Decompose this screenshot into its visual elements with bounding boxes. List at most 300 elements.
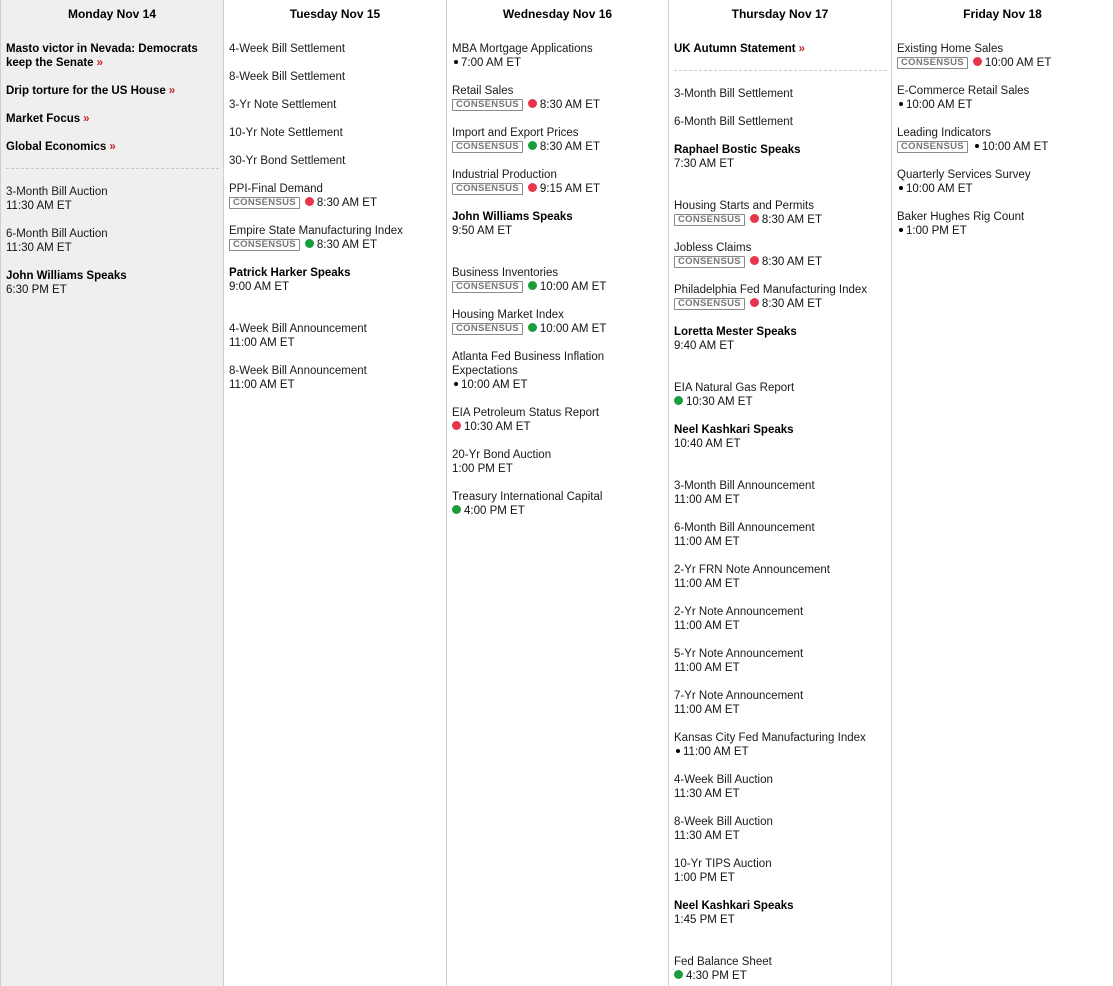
event-name-text: Existing Home Sales — [897, 43, 1004, 55]
event-time: 4:00 PM ET — [464, 505, 525, 517]
calendar-event[interactable] — [674, 143, 887, 171]
event-name-text: 10-Yr TIPS Auction — [674, 858, 772, 870]
calendar-event[interactable] — [229, 364, 442, 392]
event-name-text: Quarterly Services Survey — [897, 169, 1031, 181]
event-name — [674, 199, 887, 213]
event-meta — [452, 182, 664, 196]
event-meta — [897, 182, 1109, 196]
event-time: 11:00 AM ET — [674, 620, 740, 632]
event-time: 10:00 AM ET — [906, 183, 973, 195]
event-name-text: Fed Balance Sheet — [674, 956, 772, 968]
event-name — [674, 689, 887, 703]
day-column-monday — [0, 0, 224, 986]
event-name — [674, 479, 887, 493]
event-meta — [6, 283, 219, 297]
event-name — [452, 168, 664, 182]
section-divider — [6, 168, 219, 169]
day-header: Wednesday Nov 16 — [502, 7, 613, 21]
event-name-text: Market Focus — [6, 113, 81, 125]
black-dot-icon — [899, 228, 903, 232]
event-time: 11:00 AM ET — [229, 379, 295, 391]
calendar-event[interactable] — [674, 857, 887, 885]
consensus-badge[interactable]: CONSENSUS — [674, 214, 745, 226]
event-name-text: Business Inventories — [452, 267, 559, 279]
link-arrow-icon: » — [168, 85, 176, 97]
event-name — [452, 350, 664, 378]
consensus-badge[interactable]: CONSENSUS — [674, 298, 745, 310]
event-meta — [452, 280, 664, 294]
calendar-event[interactable] — [229, 322, 442, 350]
event-time: 9:00 AM ET — [229, 281, 290, 293]
event-time: 8:30 AM ET — [761, 214, 822, 226]
event-meta — [674, 913, 887, 927]
event-name-text: E-Commerce Retail Sales — [897, 85, 1030, 97]
calendar-event[interactable] — [452, 84, 664, 112]
calendar-event[interactable] — [897, 42, 1109, 70]
event-name-text: 6-Month Bill Settlement — [674, 116, 793, 128]
event-name-text: 5-Yr Note Announcement — [674, 648, 804, 660]
calendar-event[interactable] — [452, 490, 664, 518]
event-meta — [897, 224, 1109, 238]
green-dot-icon — [305, 239, 314, 248]
black-dot-icon — [676, 749, 680, 753]
calendar-event[interactable] — [452, 406, 664, 434]
event-name — [674, 325, 887, 339]
event-time: 11:00 AM ET — [674, 704, 740, 716]
consensus-badge[interactable]: CONSENSUS — [897, 141, 968, 153]
event-meta — [452, 504, 664, 518]
event-meta — [452, 224, 664, 238]
event-name — [6, 227, 219, 241]
event-name-text: Patrick Harker Speaks — [229, 267, 351, 279]
calendar-event[interactable] — [674, 731, 887, 759]
event-name — [229, 266, 442, 280]
event-meta — [674, 787, 887, 801]
event-time: 7:00 AM ET — [461, 57, 522, 69]
consensus-badge[interactable]: CONSENSUS — [452, 99, 523, 111]
event-name-text: 4-Week Bill Settlement — [229, 43, 346, 55]
calendar-event[interactable] — [452, 126, 664, 154]
event-meta — [229, 336, 442, 350]
event-name — [452, 84, 664, 98]
event-name-text: 2-Yr Note Announcement — [674, 606, 804, 618]
event-time: 9:40 AM ET — [674, 340, 735, 352]
event-name-text: Baker Hughes Rig Count — [897, 211, 1025, 223]
calendar-event[interactable] — [452, 42, 664, 70]
event-name-text: 30-Yr Bond Settlement — [229, 155, 346, 167]
calendar-event[interactable] — [674, 87, 887, 101]
event-meta — [897, 56, 1109, 70]
calendar-event[interactable] — [674, 563, 887, 591]
event-name-text: Philadelphia Fed Manufacturing Index — [674, 284, 868, 296]
event-meta — [6, 241, 219, 255]
red-dot-icon — [452, 421, 461, 430]
event-meta — [674, 339, 887, 353]
event-meta — [674, 213, 887, 227]
event-name[interactable] — [6, 140, 219, 154]
event-meta — [452, 140, 664, 154]
link-arrow-icon: » — [798, 43, 806, 55]
event-time: 8:30 AM ET — [761, 298, 822, 310]
event-name — [229, 70, 442, 84]
calendar-event[interactable] — [229, 266, 442, 294]
event-name — [674, 857, 887, 871]
calendar-event[interactable] — [897, 126, 1109, 154]
green-dot-icon — [528, 281, 537, 290]
event-name-text: Industrial Production — [452, 169, 557, 181]
event-meta — [674, 577, 887, 591]
day-header: Friday Nov 18 — [963, 7, 1042, 21]
calendar-event[interactable] — [674, 479, 887, 507]
event-name — [229, 322, 442, 336]
event-name — [229, 154, 442, 168]
event-name-text: Leading Indicators — [897, 127, 991, 139]
event-name — [674, 605, 887, 619]
event-meta — [674, 969, 887, 983]
event-name — [674, 731, 887, 745]
calendar-event[interactable] — [452, 210, 664, 238]
event-name — [229, 98, 442, 112]
event-name — [674, 773, 887, 787]
calendar-event[interactable] — [229, 154, 442, 168]
event-time: 11:00 AM ET — [229, 337, 295, 349]
event-name — [674, 563, 887, 577]
event-name-text: 8-Week Bill Auction — [674, 816, 773, 828]
calendar-event[interactable] — [229, 126, 442, 140]
event-time: 8:30 AM ET — [761, 256, 822, 268]
event-time: 7:30 AM ET — [674, 158, 735, 170]
event-name — [452, 266, 664, 280]
calendar-event[interactable] — [452, 168, 664, 196]
event-name-text: Housing Market Index — [452, 309, 564, 321]
event-name — [229, 126, 442, 140]
event-name — [452, 490, 664, 504]
link-arrow-icon: » — [83, 113, 90, 125]
event-time: 10:30 AM ET — [686, 396, 753, 408]
event-name — [452, 448, 664, 462]
event-name-text: 3-Yr Note Settlement — [229, 99, 337, 111]
green-dot-icon — [528, 323, 537, 332]
red-dot-icon — [750, 256, 759, 265]
event-name-text: 4-Week Bill Auction — [674, 774, 773, 786]
event-name-text: Retail Sales — [452, 85, 514, 97]
event-name-text: Kansas City Fed Manufacturing Index — [674, 732, 866, 744]
event-time: 11:00 AM ET — [674, 662, 740, 674]
consensus-badge[interactable]: CONSENSUS — [674, 256, 745, 268]
event-name[interactable] — [6, 112, 219, 126]
day-header: Monday Nov 14 — [67, 7, 157, 21]
calendar-event[interactable] — [674, 689, 887, 717]
green-dot-icon — [528, 141, 537, 150]
event-name-text: UK Autumn Statement — [674, 43, 796, 55]
event-name-text: John Williams Speaks — [6, 270, 127, 282]
calendar-event[interactable] — [674, 899, 887, 927]
event-time: 11:30 AM ET — [674, 830, 740, 842]
event-name-text: 6-Month Bill Auction — [6, 228, 108, 240]
calendar-event[interactable] — [229, 224, 442, 252]
event-time: 11:00 AM ET — [674, 578, 740, 590]
news-link[interactable] — [6, 84, 219, 98]
red-dot-icon — [528, 183, 537, 192]
event-name — [6, 269, 219, 283]
event-name — [452, 126, 664, 140]
consensus-badge[interactable]: CONSENSUS — [229, 239, 300, 251]
link-arrow-icon: » — [96, 57, 103, 69]
event-time: 10:00 AM ET — [981, 141, 1049, 153]
calendar-event[interactable] — [452, 308, 664, 336]
event-time: 8:30 AM ET — [316, 239, 377, 251]
red-dot-icon — [750, 298, 759, 307]
event-name — [674, 955, 887, 969]
event-name[interactable] — [6, 42, 219, 70]
event-meta — [897, 140, 1109, 154]
calendar-event[interactable] — [674, 647, 887, 675]
event-name-text: MBA Mortgage Applications — [452, 43, 593, 55]
event-name — [452, 406, 664, 420]
event-name — [674, 899, 887, 913]
red-dot-icon — [528, 99, 537, 108]
event-name — [674, 647, 887, 661]
event-name-text: Jobless Claims — [674, 242, 752, 254]
calendar-event[interactable] — [674, 115, 887, 129]
event-time: 11:30 AM ET — [6, 242, 72, 254]
consensus-badge[interactable]: CONSENSUS — [452, 141, 523, 153]
event-meta — [674, 493, 887, 507]
event-name — [897, 210, 1109, 224]
red-dot-icon — [750, 214, 759, 223]
black-dot-icon — [899, 102, 903, 106]
calendar-event[interactable] — [897, 84, 1109, 112]
event-name — [897, 42, 1109, 56]
calendar-event[interactable] — [674, 241, 887, 269]
event-time: 10:00 AM ET — [984, 57, 1052, 69]
event-meta — [674, 661, 887, 675]
calendar-event[interactable] — [897, 210, 1109, 238]
calendar-event[interactable] — [229, 182, 442, 210]
consensus-badge[interactable]: CONSENSUS — [897, 57, 968, 69]
link-arrow-icon: » — [109, 141, 116, 153]
calendar-event[interactable] — [452, 448, 664, 476]
event-time: 1:00 PM ET — [674, 872, 735, 884]
event-time: 10:30 AM ET — [464, 421, 531, 433]
calendar-event[interactable] — [229, 98, 442, 112]
event-name-text: Housing Starts and Permits — [674, 200, 814, 212]
calendar-event[interactable] — [229, 70, 442, 84]
calendar-event[interactable] — [674, 381, 887, 409]
event-name — [674, 241, 887, 255]
event-meta — [674, 703, 887, 717]
event-name — [452, 210, 664, 224]
event-time: 10:00 AM ET — [539, 281, 607, 293]
event-time: 9:50 AM ET — [452, 225, 513, 237]
event-name — [897, 126, 1109, 140]
consensus-badge[interactable]: CONSENSUS — [229, 197, 300, 209]
calendar-event[interactable] — [674, 199, 887, 227]
event-name-text: Drip torture for the US House — [6, 85, 166, 97]
red-dot-icon — [305, 197, 314, 206]
event-name-text: 2-Yr FRN Note Announcement — [674, 564, 830, 576]
event-meta — [6, 199, 219, 213]
event-meta — [674, 395, 887, 409]
day-column-friday — [892, 0, 1114, 986]
event-name — [229, 364, 442, 378]
event-name-text: EIA Petroleum Status Report — [452, 407, 600, 419]
event-meta — [452, 420, 664, 434]
calendar-event[interactable] — [6, 227, 219, 255]
event-name-text: 10-Yr Note Settlement — [229, 127, 343, 139]
event-time: 11:00 AM ET — [674, 536, 740, 548]
event-time: 10:40 AM ET — [674, 438, 741, 450]
event-name — [897, 168, 1109, 182]
event-meta — [674, 297, 887, 311]
event-name — [674, 115, 887, 129]
black-dot-icon — [454, 60, 458, 64]
event-time: 6:30 PM ET — [6, 284, 67, 296]
event-time: 11:30 AM ET — [674, 788, 740, 800]
event-time: 11:00 AM ET — [674, 494, 740, 506]
event-name-text: 8-Week Bill Settlement — [229, 71, 346, 83]
event-meta — [452, 56, 664, 70]
event-name — [674, 283, 887, 297]
event-time: 10:00 AM ET — [539, 323, 607, 335]
event-name-text: 20-Yr Bond Auction — [452, 449, 552, 461]
calendar-event[interactable] — [229, 42, 442, 56]
event-meta — [674, 157, 887, 171]
event-name[interactable] — [674, 42, 887, 56]
event-time: 10:00 AM ET — [906, 99, 973, 111]
event-name — [452, 308, 664, 322]
event-name-text: Empire State Manufacturing Index — [229, 225, 403, 237]
red-dot-icon — [973, 57, 982, 66]
event-time: 8:30 AM ET — [316, 197, 377, 209]
event-name — [229, 42, 442, 56]
event-name-text: Loretta Mester Speaks — [674, 326, 797, 338]
event-time: 8:30 AM ET — [539, 141, 600, 153]
day-header: Tuesday Nov 15 — [289, 7, 381, 21]
event-name-text: 3-Month Bill Announcement — [674, 480, 815, 492]
event-name-text: Treasury International Capital — [452, 491, 603, 503]
day-column-tuesday — [224, 0, 447, 986]
calendar-event[interactable] — [674, 325, 887, 353]
event-name — [674, 143, 887, 157]
news-link[interactable] — [6, 42, 219, 70]
calendar-event[interactable] — [674, 283, 887, 311]
calendar-event[interactable] — [674, 815, 887, 843]
event-name — [674, 521, 887, 535]
green-dot-icon — [674, 970, 683, 979]
event-name-text: Masto victor in Nevada: Democrats keep the Senate — [6, 43, 198, 69]
black-dot-icon — [899, 186, 903, 190]
calendar-event[interactable] — [674, 521, 887, 549]
calendar-event[interactable] — [674, 955, 887, 983]
event-time: 8:30 AM ET — [539, 99, 600, 111]
event-name — [674, 381, 887, 395]
calendar-event[interactable] — [674, 423, 887, 451]
event-name-text: John Williams Speaks — [452, 211, 573, 223]
event-time: 1:00 PM ET — [452, 463, 513, 475]
event-meta — [452, 322, 664, 336]
event-name-text: 3-Month Bill Settlement — [674, 88, 793, 100]
event-name-text: Raphael Bostic Speaks — [674, 144, 801, 156]
day-column-thursday — [669, 0, 892, 986]
calendar-event[interactable] — [6, 269, 219, 297]
calendar-event[interactable] — [6, 185, 219, 213]
event-meta — [674, 745, 887, 759]
event-time: 10:00 AM ET — [461, 379, 528, 391]
event-meta — [452, 98, 664, 112]
event-name-text: 6-Month Bill Announcement — [674, 522, 815, 534]
event-meta — [674, 829, 887, 843]
event-time: 11:30 AM ET — [6, 200, 72, 212]
consensus-badge[interactable]: CONSENSUS — [452, 183, 523, 195]
event-time: 9:15 AM ET — [539, 183, 600, 195]
event-time: 1:00 PM ET — [906, 225, 967, 237]
news-link[interactable] — [6, 112, 219, 126]
consensus-badge[interactable]: CONSENSUS — [452, 323, 523, 335]
calendar-event[interactable] — [452, 266, 664, 294]
event-name-text: 4-Week Bill Announcement — [229, 323, 367, 335]
day-column-wednesday — [447, 0, 669, 986]
event-name — [897, 84, 1109, 98]
event-name — [229, 182, 442, 196]
event-name-text: PPI-Final Demand — [229, 183, 323, 195]
event-time: 4:30 PM ET — [686, 970, 747, 982]
event-time: 1:45 PM ET — [674, 914, 735, 926]
event-name — [452, 42, 664, 56]
news-link[interactable] — [674, 42, 887, 56]
event-name-text: EIA Natural Gas Report — [674, 382, 795, 394]
event-meta — [674, 619, 887, 633]
event-meta — [229, 280, 442, 294]
calendar-event[interactable] — [674, 773, 887, 801]
event-meta — [674, 535, 887, 549]
event-meta — [897, 98, 1109, 112]
consensus-badge[interactable]: CONSENSUS — [452, 281, 523, 293]
event-name — [674, 815, 887, 829]
section-divider — [674, 70, 887, 71]
black-dot-icon — [975, 144, 979, 148]
event-name-text: 3-Month Bill Auction — [6, 186, 108, 198]
event-name-text: Import and Export Prices — [452, 127, 579, 139]
event-name-text: Neel Kashkari Speaks — [674, 424, 794, 436]
day-header: Thursday Nov 17 — [731, 7, 829, 21]
event-name-text: Neel Kashkari Speaks — [674, 900, 794, 912]
event-name[interactable] — [6, 84, 219, 98]
event-meta — [452, 462, 664, 476]
green-dot-icon — [674, 396, 683, 405]
event-meta — [674, 871, 887, 885]
black-dot-icon — [454, 382, 458, 386]
event-name-text: 8-Week Bill Announcement — [229, 365, 367, 377]
green-dot-icon — [452, 505, 461, 514]
calendar-event[interactable] — [897, 168, 1109, 196]
event-name-text: Atlanta Fed Business Inflation Expectations — [452, 351, 605, 377]
event-meta — [229, 196, 442, 210]
event-meta — [674, 255, 887, 269]
event-name-text: 7-Yr Note Announcement — [674, 690, 804, 702]
calendar-event[interactable] — [674, 605, 887, 633]
calendar-event[interactable] — [452, 350, 664, 392]
news-link[interactable] — [6, 140, 219, 154]
event-meta — [674, 437, 887, 451]
event-name — [674, 87, 887, 101]
event-name-text: Global Economics — [6, 141, 107, 153]
event-meta — [452, 378, 664, 392]
event-time: 11:00 AM ET — [683, 746, 749, 758]
event-name — [6, 185, 219, 199]
event-meta — [229, 378, 442, 392]
event-meta — [229, 238, 442, 252]
